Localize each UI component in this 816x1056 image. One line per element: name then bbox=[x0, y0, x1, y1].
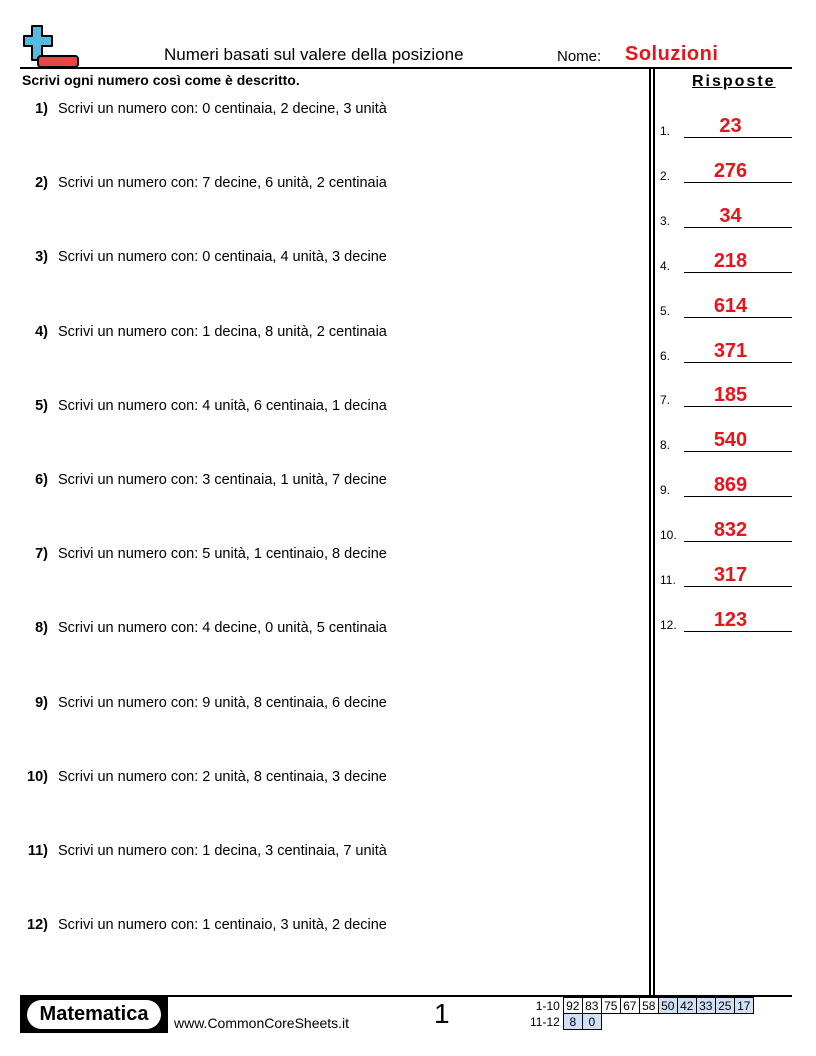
answer-value: 276 bbox=[713, 159, 748, 182]
question-text: Scrivi un numero con: 1 decina, 8 unità, 2 centinaia bbox=[58, 323, 387, 340]
question-item bbox=[20, 249, 387, 265]
question-number: 8) bbox=[35, 620, 48, 637]
answer-item bbox=[660, 204, 792, 228]
name-label: Nome: bbox=[557, 48, 602, 65]
instructions: Scrivi ogni numero così come è descritto. bbox=[22, 72, 300, 88]
question-item bbox=[20, 917, 387, 933]
question-item bbox=[20, 620, 387, 636]
score-cell: 67 bbox=[620, 998, 639, 1014]
answer-item bbox=[660, 384, 792, 408]
question-text: Scrivi un numero con: 9 unità, 8 centinaia, 6 decine bbox=[58, 694, 387, 711]
question-item bbox=[20, 175, 387, 191]
question-text: Scrivi un numero con: 7 decine, 6 unità, 2 centinaia bbox=[58, 175, 387, 192]
answer-item bbox=[660, 519, 792, 543]
score-row-label: 1-10 bbox=[535, 998, 560, 1013]
score-cell: 17 bbox=[734, 998, 753, 1014]
column-divider bbox=[649, 69, 651, 995]
answer-item bbox=[660, 294, 792, 318]
answer-item bbox=[660, 474, 792, 498]
question-text: Scrivi un numero con: 4 decine, 0 unità, 5 centinaia bbox=[58, 620, 387, 637]
answer-value: 614 bbox=[713, 294, 748, 317]
answer-item bbox=[660, 564, 792, 587]
answer-value: 23 bbox=[719, 115, 742, 137]
answer-number: 1. bbox=[660, 124, 671, 138]
page-number: 1 bbox=[434, 998, 450, 1029]
answer-value: 832 bbox=[713, 519, 748, 542]
answer-value: 123 bbox=[713, 608, 748, 631]
question-number: 6) bbox=[35, 472, 48, 488]
plus-minus-logo-icon bbox=[22, 24, 80, 68]
question-number: 9) bbox=[35, 694, 48, 711]
question-number: 7) bbox=[35, 546, 48, 563]
score-row-label: 11-12 bbox=[530, 1014, 560, 1029]
score-cell: 25 bbox=[715, 998, 734, 1014]
answer-value: 869 bbox=[713, 474, 748, 497]
header-divider bbox=[20, 67, 792, 69]
question-text: Scrivi un numero con: 5 unità, 1 centinaio, 8 decine bbox=[58, 546, 387, 563]
answer-item bbox=[660, 339, 792, 363]
brand-label: Matematica bbox=[27, 1000, 161, 1029]
question-number: 3) bbox=[35, 249, 48, 266]
answer-value: 218 bbox=[713, 249, 748, 272]
answer-number: 12. bbox=[660, 617, 677, 632]
question-item bbox=[20, 398, 387, 414]
answer-item bbox=[660, 115, 792, 138]
answer-number: 5. bbox=[660, 303, 671, 318]
score-table bbox=[528, 997, 754, 1030]
question-number: 4) bbox=[35, 323, 48, 340]
answer-number: 8. bbox=[660, 438, 671, 453]
question-item bbox=[20, 769, 387, 785]
question-text: Scrivi un numero con: 0 centinaia, 2 decine, 3 unità bbox=[58, 101, 387, 117]
score-cell: 42 bbox=[677, 998, 696, 1014]
question-number: 5) bbox=[35, 397, 48, 414]
score-cell: 75 bbox=[601, 998, 620, 1014]
score-cell: 33 bbox=[696, 998, 715, 1014]
answer-number: 6. bbox=[660, 348, 671, 363]
answer-value: 371 bbox=[713, 339, 748, 362]
answer-item bbox=[660, 249, 792, 273]
question-number: 10) bbox=[27, 768, 48, 785]
answer-number: 10. bbox=[660, 528, 677, 543]
question-item bbox=[20, 472, 387, 488]
answer-value: 317 bbox=[713, 564, 748, 586]
answer-value: 34 bbox=[719, 204, 742, 227]
score-row bbox=[528, 998, 753, 1014]
question-item bbox=[20, 843, 387, 859]
score-cell: 50 bbox=[658, 998, 677, 1014]
question-number: 12) bbox=[27, 917, 48, 934]
answer-value: 185 bbox=[713, 384, 748, 407]
question-item bbox=[20, 546, 387, 562]
question-item bbox=[20, 101, 387, 117]
answers-heading: Risposte bbox=[692, 73, 776, 90]
name-value: Soluzioni bbox=[625, 43, 719, 65]
question-number: 2) bbox=[35, 175, 48, 192]
question-text: Scrivi un numero con: 2 unità, 8 centinaia, 3 decine bbox=[58, 768, 387, 785]
question-text: Scrivi un numero con: 1 decina, 3 centinaia, 7 unità bbox=[58, 843, 387, 859]
answer-value: 540 bbox=[713, 429, 748, 452]
answer-number: 3. bbox=[660, 213, 671, 228]
score-cell: 0 bbox=[582, 1014, 601, 1030]
answer-number: 2. bbox=[660, 168, 671, 183]
worksheet-title: Numeri basati sul valere della posizione bbox=[164, 45, 464, 64]
answer-number: 11. bbox=[660, 573, 676, 587]
score-row bbox=[528, 1014, 753, 1030]
score-cell: 58 bbox=[639, 998, 658, 1014]
score-cell: 92 bbox=[563, 998, 582, 1014]
question-item bbox=[20, 324, 387, 340]
question-item bbox=[20, 695, 387, 711]
site-url: www.CommonCoreSheets.it bbox=[174, 1015, 350, 1031]
answer-item bbox=[660, 608, 792, 632]
score-cell: 8 bbox=[563, 1014, 582, 1030]
answer-number: 9. bbox=[660, 483, 671, 498]
question-text: Scrivi un numero con: 3 centinaia, 1 unità, 7 decine bbox=[58, 472, 387, 488]
answer-item bbox=[660, 159, 792, 183]
column-divider bbox=[653, 69, 655, 995]
question-text: Scrivi un numero con: 1 centinaio, 3 unità, 2 decine bbox=[58, 917, 387, 934]
answer-item bbox=[660, 429, 792, 453]
answer-number: 4. bbox=[660, 258, 671, 273]
question-number: 1) bbox=[35, 101, 48, 117]
question-text: Scrivi un numero con: 4 unità, 6 centinaia, 1 decina bbox=[58, 397, 387, 414]
score-cell: 83 bbox=[582, 998, 601, 1014]
answer-number: 7. bbox=[660, 393, 671, 408]
question-number: 11) bbox=[27, 843, 48, 859]
question-text: Scrivi un numero con: 0 centinaia, 4 unità, 3 decine bbox=[58, 249, 387, 266]
